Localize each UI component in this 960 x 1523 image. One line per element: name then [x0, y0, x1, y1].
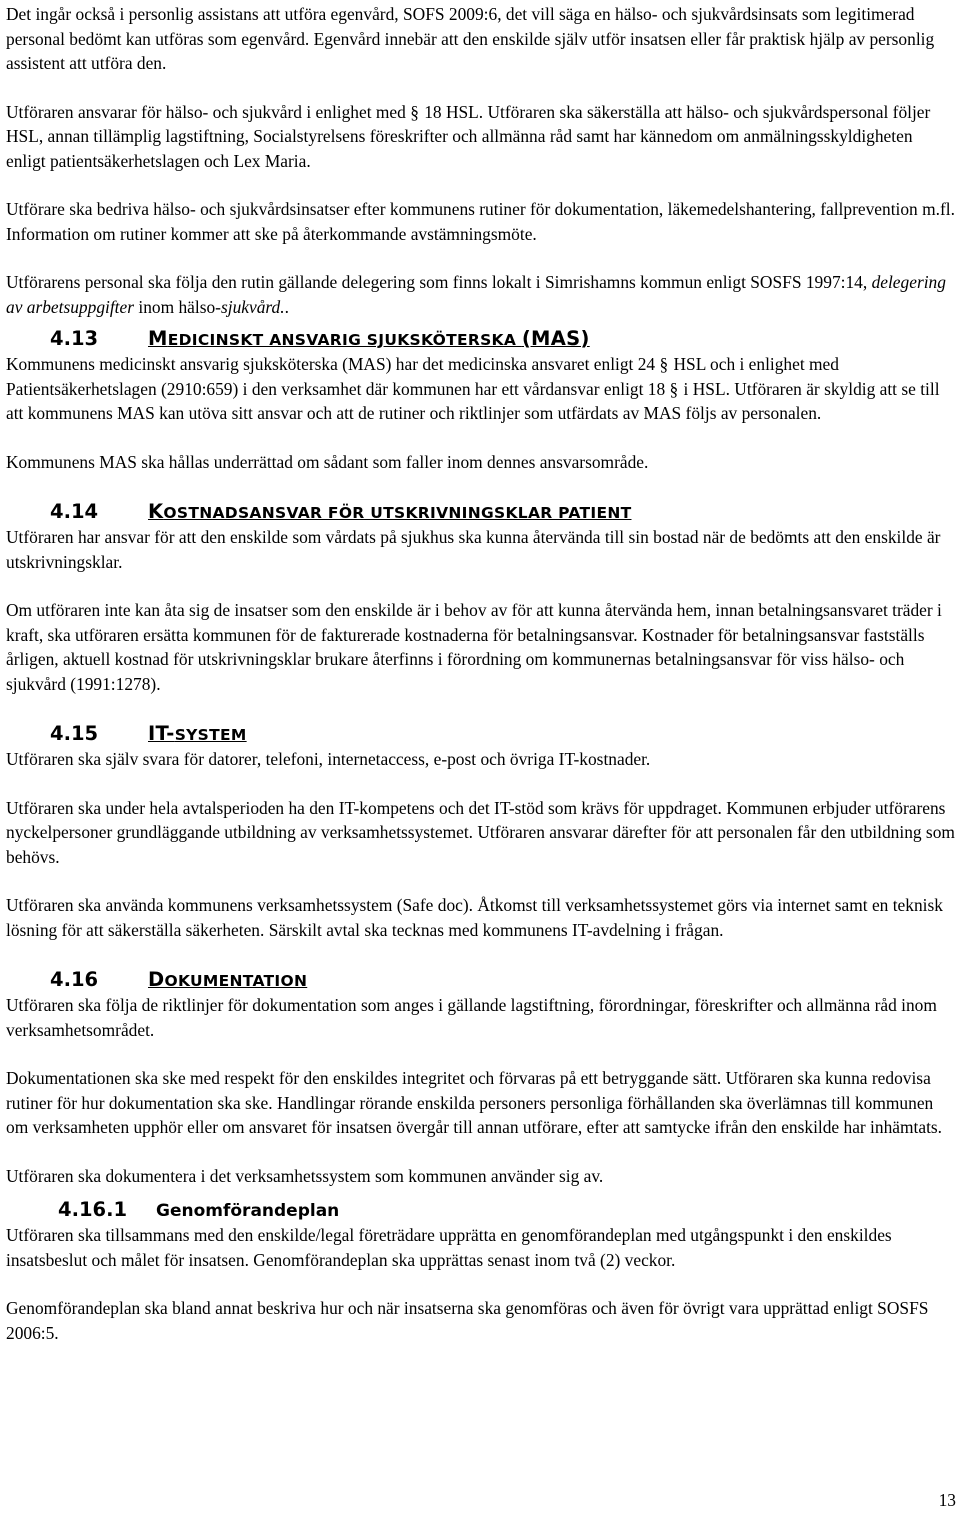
italic-text: sjukvård.: [220, 296, 285, 317]
section-sign-icon: §: [410, 101, 419, 122]
section-sign-icon: §: [669, 378, 679, 399]
paragraph-text: i HSL. Utföraren är skyldig att se till att kommunens MAS kan utöva sitt ansvar och att de rutiner och riktlinjer som utfärdats av MAS följs av personalen.: [6, 378, 940, 423]
heading-4-14: [6, 500, 956, 525]
heading-number: 4.16: [50, 968, 99, 991]
heading-4-15: [6, 722, 956, 747]
paragraph-egenvard: Det ingår också i personlig assistans att utföra egenvård, SOFS 2009:6, det vill säga en hälso- och sjukvårdsinsats som legitimerad personal bedömt kan utföras som egenvård. Egenvård innebär att den enskilde själv utför insatsen eller får praktisk hjälp av personlig assistent att utföra den.: [6, 4, 935, 73]
paragraph-hsl-ansvar: [6, 100, 956, 174]
paragraph-integritet: Dokumentationen ska ske med respekt för den enskildes integritet och förvaras på ett betryggande sätt. Utföraren ska kunna redovisa rutiner för hur dokumentation ska ske. Handlingar rörande enskilda personers personliga förhållanden ska överlämnas till kommunen om verksamheten upphör eller om ansvaret för insatsen övergår till annan utförare, efter att samtycke ifrån den enskilde har inhämtats.: [6, 1068, 943, 1137]
heading-number: 4.16.1: [58, 1198, 128, 1221]
paragraph-rutiner: Utförare ska bedriva hälso- och sjukvårdsinsatser efter kommunens rutiner för dokumentation, läkemedelshantering, fallprevention m.fl. Information om rutiner kommer att ske på återkommande avstämningsmöte.: [6, 199, 955, 244]
paragraph-text: Utförarens personal ska följa den rutin gällande delegering som finns lokalt i Simrishamns kommun enligt SOSFS 1997:14,: [6, 272, 872, 292]
heading-title: Genomförandeplan: [156, 1201, 340, 1221]
paragraph-text: 18 HSL. Utföraren ska säkerställa att hälso- och sjukvårdspersonal följer HSL, annan tillämplig lagstiftning, Socialstyrelsens föreskrifter och allmänna råd samt har kännedom om anmälningsskyldigheten enligt patientsäkerhetslagen och Lex Maria.: [6, 101, 931, 171]
paragraph-text: Utföraren ansvarar för hälso- och sjukvård i enlighet med: [6, 101, 411, 122]
paragraph-genomforandeplan-beskriva: Genomförandeplan ska bland annat beskriva hur och när insatserna ska genomföras och även för övrigt vara upprättad enligt SOSFS 2006:5.: [6, 1298, 929, 1343]
paragraph-text: inom hälso-: [134, 296, 221, 317]
heading-number: 4.14: [50, 500, 99, 523]
heading-number: 4.13: [50, 327, 99, 350]
paragraph-text: HSL och i enlighet med Patientsäkerhetslagen (2910:659) i den verksamhet där kommunen har ett vårdansvar enligt 18: [6, 354, 839, 399]
heading-number: 4.15: [50, 722, 99, 745]
italic-text: delegering av arbetsuppgifter: [6, 272, 946, 317]
heading-title: MEDICINSKT ANSVARIG SJUKSKÖTERSKA (MAS): [148, 327, 590, 350]
paragraph-text: .: [284, 296, 289, 317]
paragraph-mas: [6, 352, 956, 426]
document-page: [6, 2, 956, 1345]
page-number: 13: [938, 1490, 956, 1510]
paragraph-dokumentera: Utföraren ska dokumentera i det verksamhetssystem som kommunen använder sig av.: [6, 1165, 604, 1186]
heading-title: DOKUMENTATION: [148, 968, 308, 991]
paragraph-it-kompetens: Utföraren ska under hela avtalsperioden ha den IT-kompetens och det IT-stöd som krävs för uppdraget. Kommunen erbjuder utförarens nyckelpersoner grundläggande utbildning av verksamhetssystemet. Utföraren ansvarar därefter för att personalen får den utbildning som behövs.: [6, 797, 955, 867]
heading-title: KOSTNADSANSVAR FÖR UTSKRIVNINGSKLAR PATIENT: [148, 500, 632, 523]
paragraph-it-kostnader: Utföraren ska själv svara för datorer, telefoni, internetaccess, e-post och övriga IT-kostnader.: [6, 749, 651, 769]
heading-4-16-1: [6, 1198, 956, 1223]
paragraph-riktlinjer: Utföraren ska följa de riktlinjer för dokumentation som anges i gällande lagstiftning, förordningar, föreskrifter och allmänna råd inom verksamhetsområdet.: [6, 995, 937, 1040]
heading-title: IT-SYSTEM: [148, 722, 247, 745]
paragraph-utskrivningsklar: Utföraren har ansvar för att den enskilde som vårdats på sjukhus ska kunna återvända till sin bostad när de bedömts att den enskilde är utskrivningsklar.: [6, 527, 941, 572]
heading-4-16: [6, 968, 956, 993]
paragraph-genomforandeplan-upprattas: Utföraren ska tillsammans med den enskilde/legal företrädare upprätta en genomförandeplan med utgångspunkt i den enskildes insatsbeslut och målet för insatsen. Genomförandeplan ska upprättas senast inom två (2) veckor.: [6, 1225, 892, 1270]
paragraph-text: Kommunens medicinskt ansvarig sjuksköterska (MAS) har det medicinska ansvaret enligt 24: [6, 354, 660, 374]
paragraph-verksamhetssystem: Utföraren ska använda kommunens verksamhetssystem (Safe doc). Åtkomst till verksamhetssystemet görs via internet samt en teknisk lösning för att säkerställa säkerheten. Särskilt avtal ska tecknas med kommunens IT-avdelning i frågan.: [6, 895, 943, 940]
heading-4-13: [6, 327, 956, 352]
section-sign-icon: §: [659, 354, 669, 374]
paragraph-delegering: [6, 270, 956, 319]
paragraph-betalningsansvar: Om utföraren inte kan åta sig de insatser som den enskilde är i behov av för att kunna återvända hem, innan betalningsansvaret träder i kraft, ska utföraren ersätta kommunen för de fakturerade kostnaderna för betalningsansvar. Kostnader för betalningsansvar fastställs årligen, aktuell kostnad för utskrivningsklar brukare återfinns i förordning om kommunernas betalningsansvar för viss hälso- och sjukvård (1991:1278).: [6, 600, 942, 694]
paragraph-mas-underrattad: Kommunens MAS ska hållas underrättad om sådant som faller inom dennes ansvarsområde.: [6, 451, 649, 472]
